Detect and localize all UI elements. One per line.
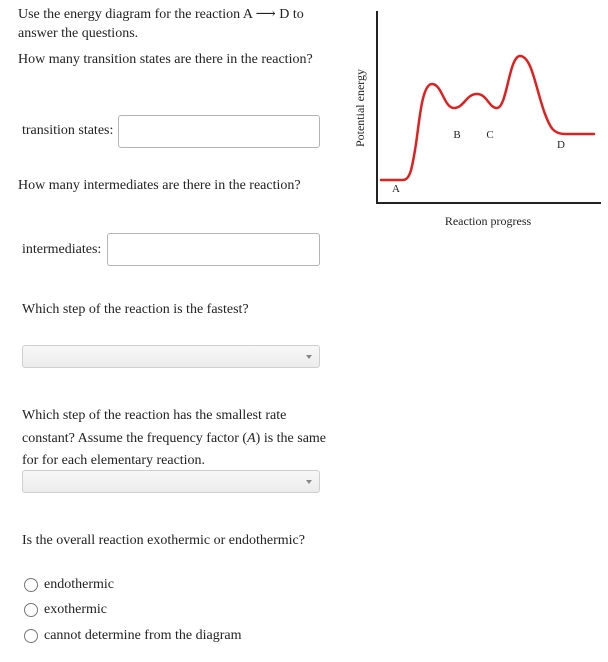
question-line-2-pre: constant? Assume the frequency factor (: [22, 430, 248, 446]
question-line-1: Which step of the reaction has the smallest rate: [22, 408, 287, 423]
intermediates-label: intermediates:: [22, 242, 102, 257]
frequency-factor-symbol: A: [247, 430, 256, 446]
radio-button[interactable]: [24, 578, 38, 592]
radio-button[interactable]: [24, 629, 38, 643]
question-line-3: for for each elementary reaction.: [22, 453, 206, 468]
radio-label: endothermic: [44, 577, 114, 592]
energy-diagram: [0, 0, 608, 240]
question-smallest-rate-constant: [22, 405, 326, 473]
point-label-c: C: [486, 129, 494, 141]
question-line-2-post: ) is the same: [255, 430, 327, 446]
point-label-d: D: [557, 139, 565, 151]
energy-curve: [381, 56, 594, 180]
radio-option-exothermic[interactable]: [24, 601, 107, 619]
radio-label: exothermic: [44, 602, 107, 617]
chevron-down-icon: [306, 480, 312, 484]
fastest-step-select[interactable]: [22, 345, 320, 368]
x-axis-label: Reaction progress: [444, 214, 532, 228]
radio-button[interactable]: [24, 603, 38, 617]
question-line-2: [22, 428, 326, 451]
question-transition-states: How many transition states are there in the reaction?: [18, 52, 313, 67]
intro-line-1: Use the energy diagram for the reaction A ⟶ D to: [18, 7, 304, 22]
radio-option-cannot-determine[interactable]: [24, 627, 241, 645]
radio-label: cannot determine from the diagram: [44, 628, 242, 643]
chevron-down-icon: [306, 355, 312, 359]
question-exo-endo: Is the overall reaction exothermic or endothermic?: [22, 533, 305, 548]
intro-line-2: answer the questions.: [18, 26, 139, 41]
question-intermediates: How many intermediates are there in the reaction?: [18, 178, 301, 193]
point-label-a: A: [392, 183, 400, 195]
question-fastest-step: Which step of the reaction is the fastest?: [22, 302, 249, 317]
radio-option-endothermic[interactable]: [24, 576, 114, 594]
smallest-rate-constant-select[interactable]: [22, 470, 320, 493]
transition-states-label: transition states:: [22, 123, 114, 138]
y-axis-label: Potential energy: [353, 68, 367, 148]
point-label-b: B: [453, 129, 461, 141]
